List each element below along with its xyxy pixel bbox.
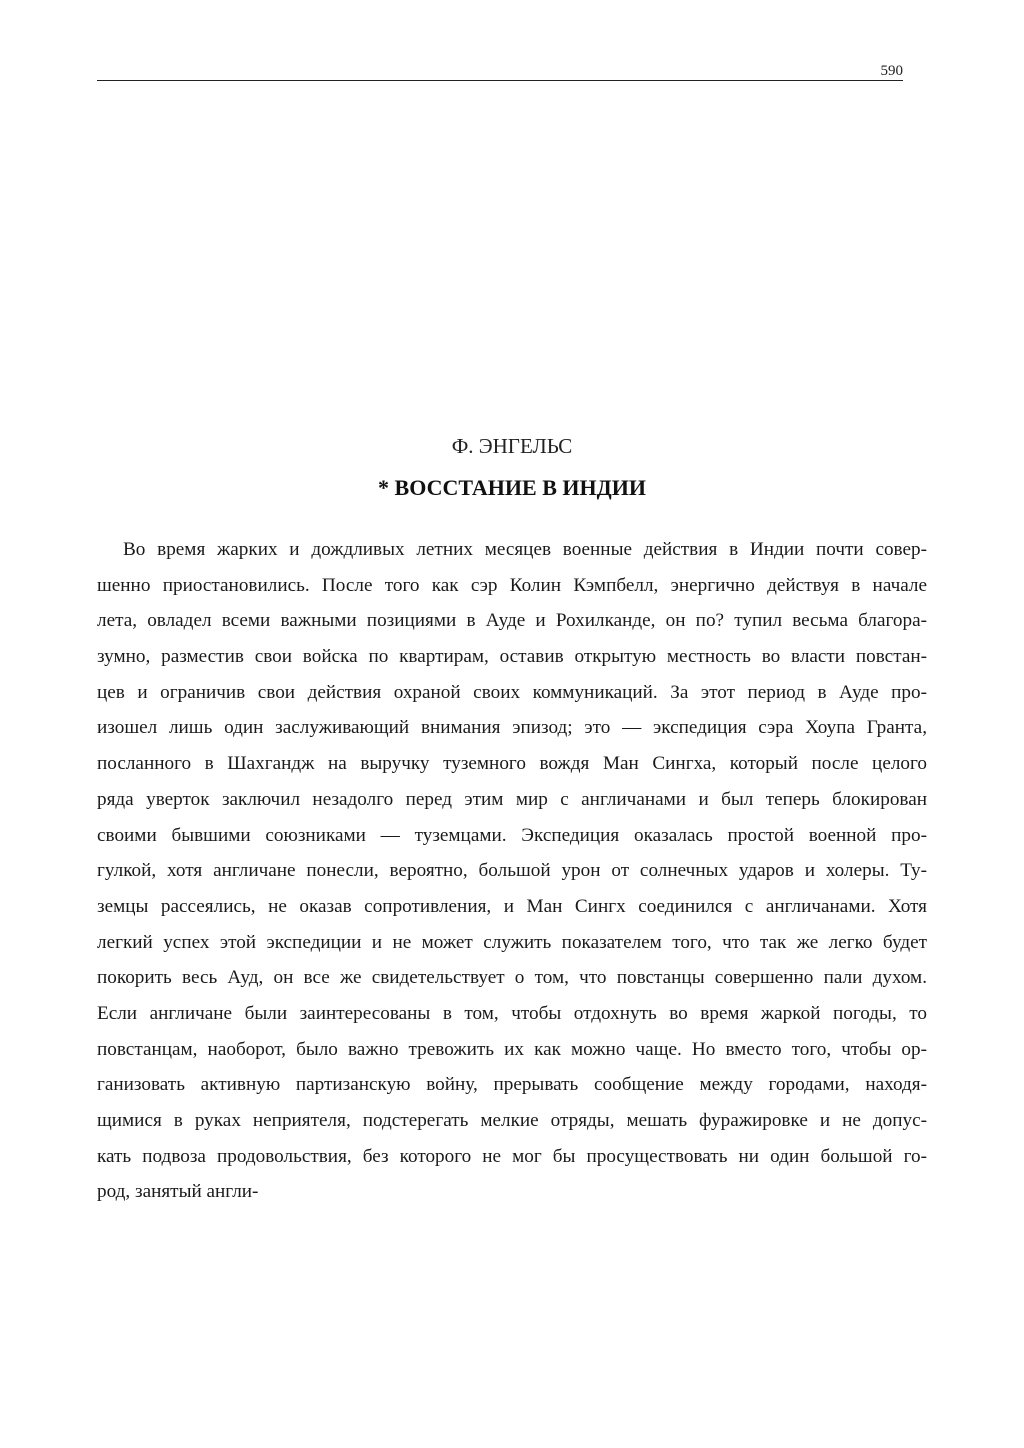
text-line: ряда уверток заключил незадолго перед этим мир с англичанами и был теперь блокирован: [97, 788, 927, 810]
text-line: щимися в руках неприятеля, подстерегать мелкие отряды, мешать фуражировке и не допус-: [97, 1110, 927, 1131]
text-line: легкий успех этой экспедиции и не может служить показателем того, что так же легко будет: [97, 931, 927, 953]
text-line: Во время жарких и дождливых летних месяцев военные действия в Индии почти совер-: [123, 539, 927, 560]
text-line: покорить весь Ауд, он все же свидетельствует о том, что повстанцы совершенно пали духом.: [97, 967, 927, 989]
text-line: своими бывшими союзниками — туземцами. Экспедиция оказалась простой военной про-: [97, 824, 927, 846]
text-line: ганизовать активную партизанскую войну, прерывать сообщение между городами, находя-: [97, 1074, 927, 1096]
author-name: Ф. ЭНГЕЛЬС: [451, 434, 573, 458]
text-line: посланного в Шахгандж на выручку туземного вождя Ман Сингха, который после целого: [97, 753, 927, 775]
text-line: изошел лишь один заслуживающий внимания эпизод; это — экспедиция сэра Хоупа Гранта,: [97, 717, 927, 739]
text-line: лета, овладел всеми важными позициями в Ауде и Рохилканде, он по? тупил весьма благора-: [97, 610, 927, 632]
page-header: [97, 60, 903, 81]
article-title: * ВОССТАНИЕ В ИНДИИ: [378, 475, 646, 500]
text-line: гулкой, хотя англичане понесли, вероятно, большой урон от солнечных ударов и холеры. Ту-: [97, 860, 927, 882]
page-number: 590: [880, 63, 903, 79]
text-line: кать подвоза продовольствия, без которого не мог бы просуществовать ни один большой го-: [97, 1145, 927, 1167]
text-line: повстанцам, наоборот, было важно тревожить их как можно чаще. Но вместо того, чтобы ор-: [97, 1038, 927, 1060]
text-line: зумно, разместив свои войска по квартирам, оставив открытую местность во власти повстан-: [97, 646, 927, 668]
article-body: [97, 535, 927, 1213]
text-line: земцы рассеялись, не оказав сопротивления, и Ман Сингх соединился с англичанами. Хотя: [97, 895, 927, 917]
text-line: цев и ограничив свои действия охраной своих коммуникаций. За этот период в Ауде про-: [97, 681, 927, 703]
text-line: шенно приостановились. После того как сэр Колин Кэмпбелл, энергично действуя в начале: [97, 574, 927, 596]
text-line: род, занятый англи-: [97, 1181, 259, 1203]
text-line: Если англичане были заинтересованы в том, чтобы отдохнуть во время жаркой погоды, то: [97, 1002, 927, 1024]
